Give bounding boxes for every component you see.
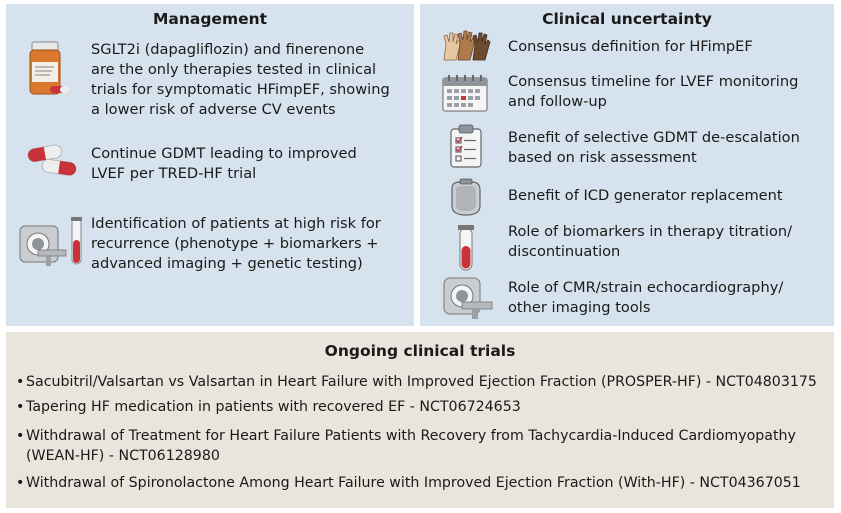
icd-device-icon [446,178,486,218]
calendar-icon [442,74,488,112]
blood-tube-icon [456,224,476,272]
management-item-2-text: Identification of patients at high risk for recurrence (phenotype + biomarkers + advanced imaging + genetic testing) [91,215,381,272]
uncertainty-item-2-text: Benefit of selective GDMT de-escalation based on risk assessment [508,129,800,166]
capsules-icon [24,142,82,178]
management-item-1-text: Continue GDMT leading to improved LVEF per TRED-HF trial [91,145,357,182]
uncertainty-item-0-text: Consensus definition for HFimpEF [508,38,753,55]
trial-item-2: • Withdrawal of Treatment for Heart Failure Patients with Recovery from Tachycardia-Induced Cardiomyopathy (WEAN-HF) - NCT06128980 [16,428,796,464]
trial-item-1: • Tapering HF medication in patients with recovered EF - NCT06724653 [16,399,521,415]
management-panel [6,4,414,326]
ongoing-trials-title: Ongoing clinical trials [324,342,516,360]
mri-scanner-icon [442,276,494,320]
pill-bottle-icon [24,40,76,98]
bullet-marker: • [16,399,25,415]
raised-hands-icon [440,30,496,62]
uncertainty-item-5-text: Role of CMR/strain echocardiography/ other imaging tools [508,279,784,316]
clinical-uncertainty-panel [420,4,834,326]
uncertainty-item-4-text: Role of biomarkers in therapy titration/ discontinuation [508,223,793,260]
management-item-0-text: SGLT2i (dapagliflozin) and finerenone are the only therapies tested in clinical trials for symptomatic HFimpEF, showing a lower risk of adverse CV events [91,41,390,118]
ongoing-trials-panel [6,332,834,508]
management-title: Management [152,10,268,28]
bullet-marker: • [16,374,25,390]
uncertainty-item-3-text: Benefit of ICD generator replacement [508,187,783,204]
clipboard-checklist-icon [448,124,484,168]
trial-item-0: • Sacubitril/Valsartan vs Valsartan in Heart Failure with Improved Ejection Fraction (PROSPER-HF) - NCT04803175 [16,374,817,390]
uncertainty-item-1-text: Consensus timeline for LVEF monitoring and follow-up [508,73,799,110]
scanner-and-blood-tube-icon [18,216,88,272]
bullet-marker: • [16,428,25,444]
bullet-marker: • [16,475,25,491]
trial-item-3: • Withdrawal of Spironolactone Among Heart Failure with Improved Ejection Fraction (With-HF) - NCT04367051 [16,475,801,491]
clinical-uncertainty-title: Clinical uncertainty [542,10,712,28]
